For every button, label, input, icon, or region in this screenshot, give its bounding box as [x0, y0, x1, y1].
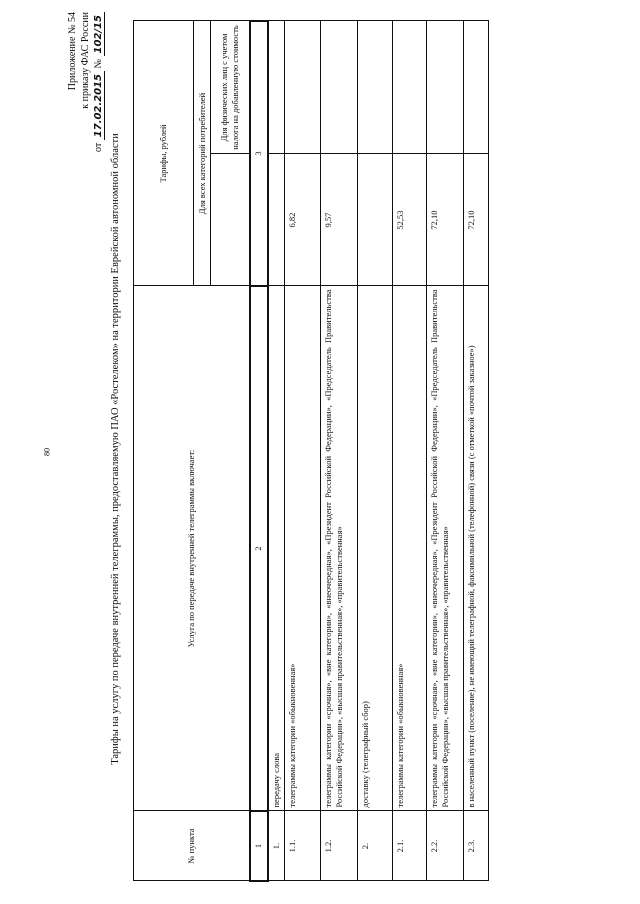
row-service: телеграммы категории «срочная», «вне категории», «внеочередная», «Президент Российской Федерации», «Председатель Правительства Российской Федерации», «высшая правительственная», «правительственная»	[320, 286, 357, 811]
index-cell: 1	[250, 811, 268, 881]
row-number: 1.2.	[320, 811, 357, 881]
header-all-col	[210, 154, 250, 286]
row-service: передачу слова	[268, 286, 285, 811]
table-row	[393, 21, 426, 881]
row-tariff-individuals	[357, 21, 392, 154]
table-row	[320, 21, 357, 881]
header-service: Услуга по передаче внутренней телеграммы включает:	[134, 286, 250, 811]
row-service: доставку (телеграфный сбор)	[357, 286, 392, 811]
row-number: 2.3.	[464, 811, 489, 881]
row-service: телеграммы категории «обыкновенная»	[285, 286, 320, 811]
header-item-number: № пункта	[134, 811, 250, 881]
row-tariff-all	[357, 154, 392, 286]
header-individuals: Для физических лиц с учетом налога на добавленную стоимость	[210, 21, 250, 154]
row-tariff-all: 9,57	[320, 154, 357, 286]
row-tariff-individuals	[426, 21, 463, 154]
number-prefix: №	[93, 58, 104, 69]
row-number: 2.	[357, 811, 392, 881]
appendix-block	[66, 12, 105, 162]
row-tariff-all: 72,10	[426, 154, 463, 286]
row-tariff-all	[268, 154, 285, 286]
appendix-title: Приложение № 54	[67, 12, 78, 91]
row-tariff-all: 6,82	[285, 154, 320, 286]
handwritten-date: 17.02.2015	[93, 71, 105, 140]
tariffs-table	[133, 20, 489, 882]
row-service: телеграммы категории «срочная», «вне категории», «внеочередная», «Президент Российской Федерации», «Председатель Правительства Российской Федерации», «высшая правительственная», «правительственная»	[426, 286, 463, 811]
date-prefix: от	[93, 142, 104, 153]
row-service: телеграммы категории «обыкновенная»	[393, 286, 426, 811]
table-row	[426, 21, 463, 881]
appendix-order-ref: к приказу ФАС России	[80, 12, 91, 109]
index-cell: 3	[250, 21, 268, 286]
row-tariff-individuals	[268, 21, 285, 154]
row-number: 1.	[268, 811, 285, 881]
row-number: 1.1.	[285, 811, 320, 881]
table-row	[268, 21, 285, 881]
header-all-consumers: Для всех категорий потребителей	[194, 21, 211, 286]
document-title: Тарифы на услугу по передаче внутренней телеграммы, предоставляемую ПАО «Ростелеком» на территории Еврейской автономной области	[110, 133, 121, 765]
row-number: 2.1.	[393, 811, 426, 881]
row-tariff-individuals	[393, 21, 426, 154]
row-tariff-individuals	[285, 21, 320, 154]
row-service: в населенный пункт (поселение), не имеющий телеграфной, факсимильной (телефонной) связи (с отметкой «почтой заказное»)	[464, 286, 489, 811]
row-tariff-individuals	[320, 21, 357, 154]
index-cell: 2	[250, 286, 268, 811]
header-tariffs: Тарифы, рублей	[134, 21, 194, 286]
row-number: 2.2.	[426, 811, 463, 881]
appendix-date-line	[92, 12, 105, 162]
page-number: 80	[42, 448, 52, 456]
handwritten-number: 102/15	[93, 12, 105, 56]
table-row	[285, 21, 320, 881]
row-tariff-individuals	[464, 21, 489, 154]
row-tariff-all: 52,53	[393, 154, 426, 286]
table-row	[357, 21, 392, 881]
row-tariff-all: 72,10	[464, 154, 489, 286]
table-row	[464, 21, 489, 881]
